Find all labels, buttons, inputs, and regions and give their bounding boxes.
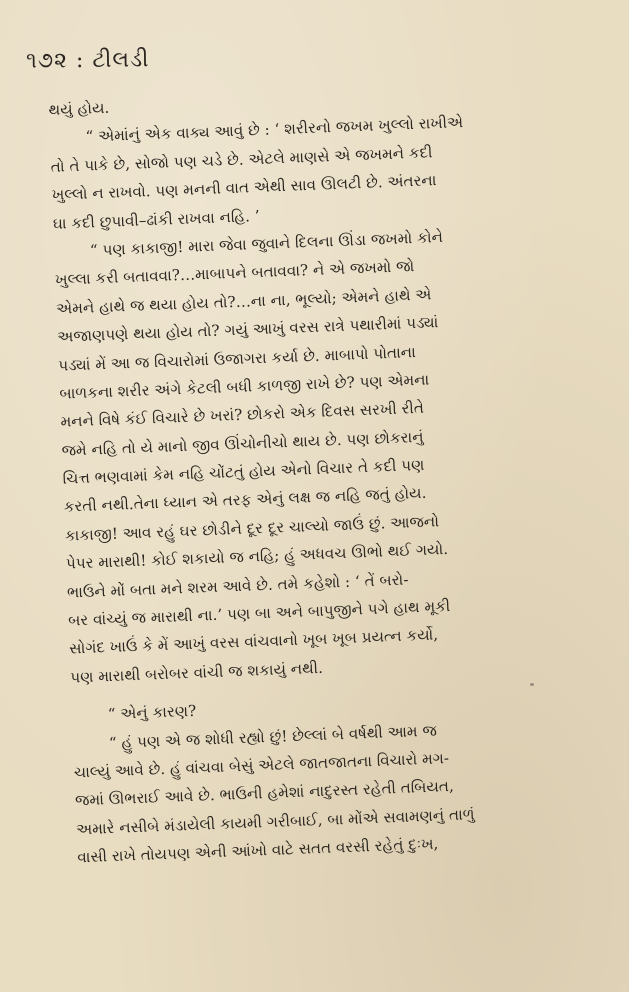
text-line: બર વાંચ્યું જ મારાથી ના.’ પણ બા અને બાપુજીને પગે હાથ મૂકી [67, 596, 451, 630]
text-line: જમાં ઊભરાઈ આવે છે. ભાઉની હમેશાં નાદુરસ્ત રહેતી તબિયત, [74, 777, 455, 810]
text-line: પેપર મારાથી! કોઈ શકાયો જ નહિ; હું અધવચ ઊભો થઈ ગયો. [65, 540, 449, 573]
text-line: ભાઉને મોં બતા મને શરમ આવે છે. તમે કહેશો : ‘ તેં બરો- [66, 570, 409, 602]
text-line: થયું હોય. [48, 98, 110, 119]
text-line: અજાણપણે થયા હોય તો? ગયું આખું વરસ રાત્રે પથારીમાં પડ્યાં [56, 313, 439, 346]
text-line: “ હું પણ એ જ શોધી રહ્યો છું! છેલ્લાં બે વર્ષથી આમ જ [108, 721, 438, 752]
text-line: ચિત્ત ભણવામાં કેમ નહિ ચોંટતું હોય એનો વિચાર તે કદી પણ [62, 455, 425, 488]
text-line: “ એનું કારણ? [107, 701, 197, 724]
text-line: ચાલ્યું આવે છે. હું વાંચવા બેસું એટલે જાતજાતના વિચારો મગ- [73, 749, 450, 782]
text-line: ઘા કદી છુપાવી–ઢાંકી રાખવા નહિ. ’ [52, 206, 260, 233]
text-line: તો તે પાકે છે, સોજો પણ ચડે છે. એટલે માણસે એ જખમને કદી [50, 143, 433, 176]
text-line: અમારે નસીબે મંડાયેલી કાયમી ગરીબાઈ, બા મોંએ સવામણનું તાળું [75, 804, 475, 839]
text-line: કરતી નથી.તેના ધ્યાન એ તરફ એનું લક્ષ જ નહિ જતું હોય. [63, 484, 427, 517]
text-line: બાળકના શરીર અંગે કેટલી બધી કાળજી રાખે છે? પણ એમના [59, 370, 430, 403]
text-line: વાસી રાખે તોયપણ એની આંખો વાટે સતત વરસી રહેતું દુઃખ, [76, 834, 439, 867]
body-text [48, 75, 622, 872]
page-header: ૧૭૨ : ટીલડી [25, 47, 150, 74]
text-line: ખુલ્લા કરી બતાવવા?…માબાપને બતાવવા? ને એ જખમો જો [54, 257, 415, 290]
text-line: પણ મારાથી બરોબર વાંચી જ શકાયું નથી. [69, 658, 324, 687]
text-line: મનને વિષે કંઈ વિચારે છે ખરાં? છોકરો એક દિવસ સરખી રીતે [60, 399, 425, 432]
text-line: કાકાજી! આવ રહું ઘર છોડીને દૂર દૂર ચાલ્યો જાઉં છું. આજનો [64, 512, 440, 545]
text-line: ખુલ્લો ન રાખવો. પણ મનની વાત એથી સાવ ઊલટી છે. અંતરના [51, 171, 437, 205]
text-line: પડ્યાં મેં આ જ વિચારોમાં ઉજાગરા કર્યા છે. માબાપો પોતાના [58, 342, 417, 375]
text-line: સોગંદ ખાઉં કે મેં આખું વરસ વાંચવાનો ખૂબ ખૂબ પ્રયત્ન કર્યો, [68, 625, 439, 659]
text-line: એમને હાથે જ થયા હોય તો?…ના ના, ભૂલ્યો; એમને હાથે એ [55, 285, 432, 318]
text-line: “ એમાંનું એક વાક્ય આવું છે : ‘ શરીરનો જખમ ખુલ્લો રાખીએ [85, 113, 464, 146]
text-line: જમે નહિ તો યે માનો જીવ ઊંચોનીચો થાય છે. પણ છોકરાનું [61, 427, 424, 460]
print-speck [530, 683, 534, 686]
text-line: “ પણ કાકાજી! મારા જેવા જુવાને દિલના ઊંડા જખમો કોને [89, 227, 444, 260]
